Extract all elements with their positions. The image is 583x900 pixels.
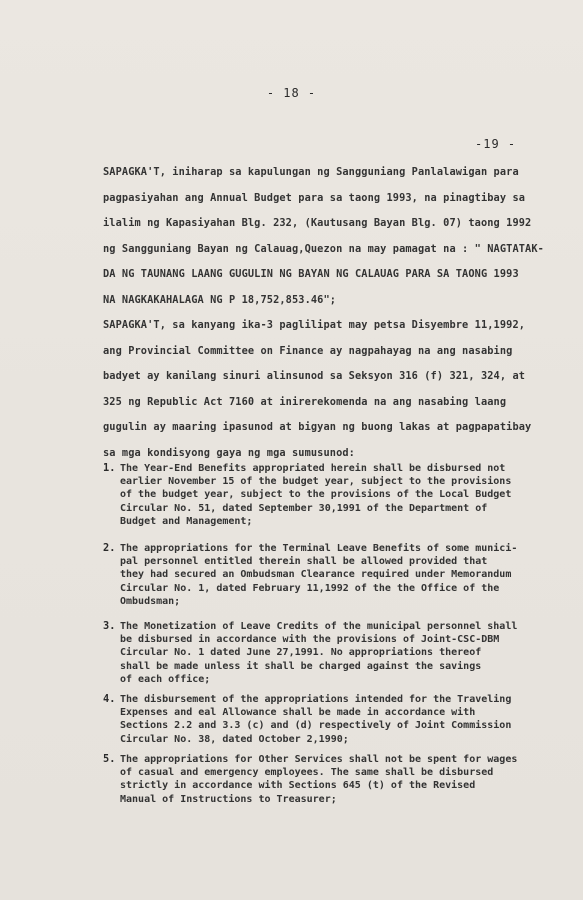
text-line: pagpasiyahan ang Annual Budget para sa taong 1993, na pinagtibay sa bbox=[103, 191, 526, 204]
page-number-inner: -19 - bbox=[475, 137, 517, 151]
list-item bbox=[103, 542, 543, 620]
list-item-line: Ombudsman; bbox=[120, 595, 181, 607]
list-item-number: 5. bbox=[103, 753, 116, 765]
text-line: gugulin ay maaring ipasunod at bigyan ng buong lakas at pagpapatibay bbox=[103, 421, 532, 433]
list-item-line: Circular No. 51, dated September 30,1991 of the Department of bbox=[120, 502, 488, 514]
list-item-line: of casual and emergency employees. The same shall be disbursed bbox=[120, 767, 494, 779]
list-item-number: 3. bbox=[103, 620, 116, 632]
page-number-top: - 18 - bbox=[266, 86, 317, 100]
resolution-paragraphs bbox=[103, 160, 543, 466]
list-item bbox=[103, 693, 543, 753]
text-line: SAPAGKA'T, sa kanyang ika-3 paglilipat may petsa Disyembre 11,1992, bbox=[103, 319, 526, 331]
list-item-number: 1. bbox=[103, 462, 116, 474]
list-item-line: they had secured an Ombudsman Clearance required under Memorandum bbox=[120, 569, 512, 581]
list-item-line: earlier November 15 of the budget year, subject to the provisions bbox=[120, 476, 512, 488]
list-item-line: strictly in accordance with Sections 645 (t) of the Revised bbox=[120, 780, 476, 792]
list-item-line: Circular No. 38, dated October 2,1990; bbox=[120, 733, 349, 745]
list-item-line: The Year-End Benefits appropriated herein shall be disbursed not bbox=[120, 463, 506, 474]
list-item-line: Sections 2.2 and 3.3 (c) and (d) respectively of Joint Commission bbox=[120, 720, 512, 732]
list-item-line: Expenses and eal Allowance shall be made in accordance with bbox=[120, 707, 476, 719]
list-item-line: Manual of Instructions to Treasurer; bbox=[120, 793, 337, 805]
conditions-list bbox=[103, 462, 543, 813]
list-item-line: pal personnel entitled therein shall be allowed provided that bbox=[120, 556, 488, 568]
list-item-number: 2. bbox=[103, 542, 116, 554]
list-item-line: Circular No. 1, dated February 11,1992 of the the Office of the bbox=[120, 582, 500, 594]
text-line: NA NAGKAKAHALAGA NG P 18,752,853.46"; bbox=[103, 293, 337, 306]
text-line: sa mga kondisyong gaya ng mga sumusunod: bbox=[103, 446, 355, 459]
list-item-line: The disbursement of the appropriations intended for the Traveling bbox=[120, 694, 512, 705]
list-item-line: of the budget year, subject to the provisions of the Local Budget bbox=[120, 489, 512, 501]
text-line: ilalim ng Kapasiyahan Blg. 232, (Kautusang Bayan Blg. 07) taong 1992 bbox=[103, 217, 532, 229]
text-line: 325 ng Republic Act 7160 at inirerekomenda na ang nasabing laang bbox=[103, 395, 507, 408]
list-item-line: of each office; bbox=[120, 673, 211, 685]
text-line: ng Sangguniang Bayan ng Calauag,Quezon na may pamagat na : " NAGTATAK- bbox=[103, 242, 544, 255]
list-item-number: 4. bbox=[103, 693, 116, 705]
list-item bbox=[103, 620, 543, 693]
list-item-line: be disbursed in accordance with the provisions of Joint-CSC-DBM bbox=[120, 634, 500, 646]
text-line: badyet ay kanilang sinuri alinsunod sa Seksyon 316 (f) 321, 324, at bbox=[103, 370, 526, 382]
list-item-line: Budget and Management; bbox=[120, 515, 253, 527]
text-line: ang Provincial Committee on Finance ay nagpahayag na ang nasabing bbox=[103, 344, 513, 357]
list-item-line: The Monetization of Leave Credits of the municipal personnel shall bbox=[120, 621, 518, 632]
list-item-line: The appropriations for Other Services shall not be spent for wages bbox=[120, 754, 518, 765]
list-item bbox=[103, 462, 543, 542]
list-item-line: The appropriations for the Terminal Leave Benefits of some munici- bbox=[120, 543, 518, 554]
text-line: DA NG TAUNANG LAANG GUGULIN NG BAYAN NG CALAUAG PARA SA TAONG 1993 bbox=[103, 268, 519, 280]
list-item bbox=[103, 753, 543, 813]
list-item-line: Circular No. 1 dated June 27,1991. No appropriations thereof bbox=[120, 647, 482, 659]
list-item-line: shall be made unless it shall be charged against the savings bbox=[120, 660, 482, 672]
text-line: SAPAGKA'T, iniharap sa kapulungan ng Sangguniang Panlalawigan para bbox=[103, 166, 519, 178]
